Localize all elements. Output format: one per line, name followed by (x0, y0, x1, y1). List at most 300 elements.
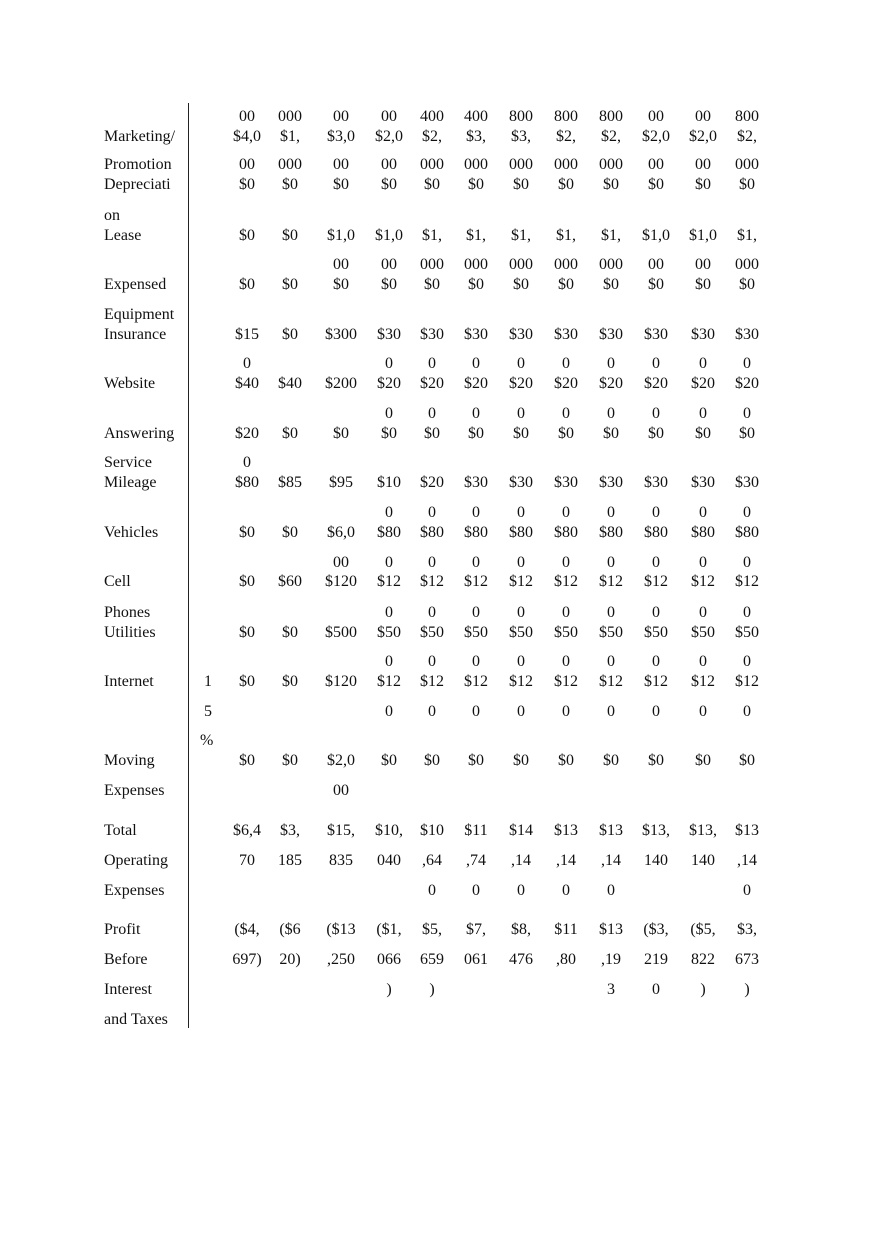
table-cell: $0 (513, 276, 529, 293)
table-cell: $30 (554, 326, 578, 343)
table-cell: 0 (428, 405, 436, 422)
table-cell: $2,0 (642, 128, 670, 145)
table-cell: $120 (325, 673, 357, 690)
table-cell: $80 (644, 524, 668, 541)
table-cell: 0 (472, 882, 480, 899)
row-label: Depreciati (104, 176, 171, 193)
table-cell: 0 (743, 604, 751, 621)
table-cell: 800 (554, 108, 578, 125)
table-cell: 00 (648, 256, 664, 273)
table-cell: $0 (695, 276, 711, 293)
table-cell: $8, (511, 921, 531, 938)
table-cell: ($3, (643, 921, 669, 938)
table-cell: $50 (554, 624, 578, 641)
table-cell: 0 (743, 504, 751, 521)
row-label: Phones (104, 604, 151, 621)
table-cell: 0 (472, 504, 480, 521)
table-cell: $2,0 (327, 752, 355, 769)
table-cell: $0 (333, 276, 349, 293)
table-cell: 0 (652, 355, 660, 372)
table-cell: $80 (420, 524, 444, 541)
table-cell: 0 (652, 653, 660, 670)
table-cell: 0 (743, 653, 751, 670)
table-cell: ,14 (556, 852, 576, 869)
table-cell: $20 (509, 375, 533, 392)
table-cell: 0 (699, 604, 707, 621)
table-cell: 0 (385, 355, 393, 372)
row-label: Promotion (104, 156, 172, 173)
table-cell: $0 (558, 752, 574, 769)
table-cell: $20 (420, 474, 444, 491)
table-cell: 800 (509, 108, 533, 125)
table-cell: 219 (644, 951, 668, 968)
table-cell: 0 (517, 504, 525, 521)
table-cell: $13 (599, 921, 623, 938)
row-label: Utilities (104, 624, 156, 641)
table-cell: $0 (239, 276, 255, 293)
row-label: Answering (104, 425, 175, 442)
table-cell: $12 (420, 573, 444, 590)
table-cell: $50 (509, 624, 533, 641)
table-cell: $12 (377, 673, 401, 690)
table-cell: 0 (652, 981, 660, 998)
table-cell: $0 (239, 673, 255, 690)
table-cell: 0 (428, 653, 436, 670)
table-cell: 0 (385, 554, 393, 571)
table-cell: 066 (377, 951, 401, 968)
table-cell: ,250 (327, 951, 355, 968)
table-cell: 00 (648, 156, 664, 173)
table-cell: $3, (511, 128, 531, 145)
table-cell: $50 (377, 624, 401, 641)
table-cell: $80 (691, 524, 715, 541)
table-cell: $0 (739, 425, 755, 442)
table-cell: ,64 (422, 852, 442, 869)
table-cell: 0 (562, 653, 570, 670)
table-cell: $0 (282, 752, 298, 769)
table-cell: $0 (648, 752, 664, 769)
table-cell: $80 (377, 524, 401, 541)
table-cell: $10 (377, 474, 401, 491)
table-cell: $0 (648, 276, 664, 293)
table-cell: 0 (385, 604, 393, 621)
table-cell: $30 (599, 474, 623, 491)
table-cell: $0 (282, 176, 298, 193)
table-cell: 140 (644, 852, 668, 869)
table-cell: $0 (603, 276, 619, 293)
table-cell: $12 (735, 573, 759, 590)
table-cell: ,14 (737, 852, 757, 869)
table-cell: $30 (599, 326, 623, 343)
table-cell: 659 (420, 951, 444, 968)
table-cell: $30 (464, 326, 488, 343)
table-cell: 0 (472, 554, 480, 571)
table-cell: ) (429, 981, 435, 998)
table-cell: $12 (464, 673, 488, 690)
table-cell: $30 (644, 474, 668, 491)
table-cell: 0 (385, 703, 393, 720)
table-cell: 673 (735, 951, 759, 968)
table-cell: $0 (381, 276, 397, 293)
table-cell: $12 (735, 673, 759, 690)
table-cell: $3, (737, 921, 757, 938)
table-cell: 000 (554, 256, 578, 273)
table-cell: 140 (691, 852, 715, 869)
table-cell: $0 (739, 176, 755, 193)
table-cell: 00 (333, 108, 349, 125)
row-label: Expensed (104, 276, 167, 293)
table-cell: 0 (607, 504, 615, 521)
table-cell: $15 (235, 326, 259, 343)
row-label: on (104, 207, 120, 224)
table-cell: $3, (280, 822, 300, 839)
table-cell: 0 (699, 653, 707, 670)
table-cell: $12 (554, 673, 578, 690)
table-cell: $120 (325, 573, 357, 590)
table-cell: $0 (603, 176, 619, 193)
table-cell: $80 (464, 524, 488, 541)
table-cell: 0 (743, 882, 751, 899)
table-cell: $2, (601, 128, 621, 145)
stray-char: % (200, 732, 214, 749)
table-cell: $0 (739, 752, 755, 769)
table-cell: 0 (243, 355, 251, 372)
table-cell: 0 (562, 504, 570, 521)
table-cell: 00 (333, 156, 349, 173)
table-cell: $0 (333, 425, 349, 442)
table-cell: 0 (428, 604, 436, 621)
table-cell: 3 (607, 981, 615, 998)
table-cell: 0 (699, 355, 707, 372)
table-cell: 00 (695, 256, 711, 273)
stray-char: 5 (204, 703, 212, 720)
table-cell: $0 (468, 752, 484, 769)
table-cell: $0 (558, 425, 574, 442)
table-cell: 000 (278, 156, 302, 173)
table-cell: $300 (325, 326, 357, 343)
table-cell: ,14 (601, 852, 621, 869)
table-cell: $0 (239, 624, 255, 641)
table-cell: 000 (599, 256, 623, 273)
table-cell: 0 (517, 604, 525, 621)
table-cell: $7, (466, 921, 486, 938)
table-cell: 000 (464, 256, 488, 273)
table-cell: $14 (509, 822, 533, 839)
table-cell: $2, (737, 128, 757, 145)
row-label: Expenses (104, 782, 165, 799)
table-cell: 00 (381, 156, 397, 173)
table-cell: 0 (517, 653, 525, 670)
table-cell: $0 (239, 227, 255, 244)
table-cell: 0 (607, 604, 615, 621)
table-cell: $2, (422, 128, 442, 145)
table-cell: $0 (695, 425, 711, 442)
table-cell: $12 (644, 573, 668, 590)
table-cell: $30 (464, 474, 488, 491)
table-cell: 185 (278, 852, 302, 869)
table-cell: $0 (424, 425, 440, 442)
table-cell: 0 (517, 405, 525, 422)
table-cell: $200 (325, 375, 357, 392)
table-cell: 400 (464, 108, 488, 125)
table-cell: 70 (239, 852, 255, 869)
table-cell: $20 (420, 375, 444, 392)
table-cell: $1, (466, 227, 486, 244)
table-cell: $0 (381, 425, 397, 442)
table-cell: $20 (235, 425, 259, 442)
table-cell: 000 (599, 156, 623, 173)
row-label: Equipment (104, 306, 175, 323)
table-cell: 835 (329, 852, 353, 869)
table-cell: $20 (554, 375, 578, 392)
table-cell: $0 (282, 425, 298, 442)
table-cell: $12 (464, 573, 488, 590)
row-label: Profit (104, 921, 141, 938)
table-cell: $30 (377, 326, 401, 343)
table-cell: $30 (644, 326, 668, 343)
table-cell: 476 (509, 951, 533, 968)
table-cell: 0 (743, 405, 751, 422)
table-cell: $2,0 (689, 128, 717, 145)
table-cell: $0 (424, 176, 440, 193)
table-cell: $1, (556, 227, 576, 244)
table-cell: $30 (509, 326, 533, 343)
table-cell: $11 (554, 921, 578, 938)
table-cell: 0 (562, 405, 570, 422)
table-cell: $6,4 (233, 822, 261, 839)
table-cell: $13, (642, 822, 670, 839)
table-cell: 0 (428, 703, 436, 720)
table-cell: $20 (464, 375, 488, 392)
table-cell: $1, (737, 227, 757, 244)
table-cell: $0 (468, 176, 484, 193)
table-cell: ($13 (326, 921, 356, 938)
table-cell: $0 (513, 176, 529, 193)
table-cell: $1, (280, 128, 300, 145)
table-cell: $20 (599, 375, 623, 392)
table-cell: 040 (377, 852, 401, 869)
table-cell: $20 (377, 375, 401, 392)
table-cell: $40 (278, 375, 302, 392)
table-cell: 0 (517, 355, 525, 372)
table-cell: 697) (232, 951, 262, 968)
table-cell: 0 (607, 405, 615, 422)
row-label: and Taxes (104, 1011, 168, 1028)
table-cell: $12 (420, 673, 444, 690)
table-cell: 00 (239, 156, 255, 173)
table-cell: $95 (329, 474, 353, 491)
table-cell: 0 (652, 405, 660, 422)
row-label: Internet (104, 673, 154, 690)
table-cell: 000 (420, 156, 444, 173)
table-cell: 000 (509, 256, 533, 273)
table-cell: $1,0 (375, 227, 403, 244)
table-cell: 0 (385, 405, 393, 422)
table-cell: $50 (599, 624, 623, 641)
table-cell: $0 (558, 176, 574, 193)
table-cell: $20 (644, 375, 668, 392)
table-cell: 0 (652, 703, 660, 720)
table-cell: $13 (735, 822, 759, 839)
table-cell: $80 (735, 524, 759, 541)
table-cell: $12 (554, 573, 578, 590)
table-cell: $2, (556, 128, 576, 145)
table-cell: 0 (472, 653, 480, 670)
table-cell: $6,0 (327, 524, 355, 541)
table-cell: $30 (691, 326, 715, 343)
table-cell: 061 (464, 951, 488, 968)
stray-char: 1 (204, 673, 212, 690)
table-cell: $0 (513, 752, 529, 769)
table-cell: $0 (239, 524, 255, 541)
table-cell: 0 (607, 653, 615, 670)
table-cell: 00 (648, 108, 664, 125)
table-cell: 0 (699, 405, 707, 422)
table-cell: $13 (599, 822, 623, 839)
table-cell: $20 (691, 375, 715, 392)
table-cell: $0 (648, 176, 664, 193)
table-cell: $0 (381, 176, 397, 193)
table-cell: 000 (278, 108, 302, 125)
table-cell: $50 (735, 624, 759, 641)
table-cell: $3,0 (327, 128, 355, 145)
table-cell: $0 (603, 425, 619, 442)
row-label: Expenses (104, 882, 165, 899)
table-cell: $0 (282, 624, 298, 641)
table-cell: 0 (385, 504, 393, 521)
table-cell: $12 (599, 673, 623, 690)
table-cell: 0 (517, 554, 525, 571)
table-cell: 0 (743, 554, 751, 571)
table-cell: 0 (652, 554, 660, 571)
table-cell: 400 (420, 108, 444, 125)
table-cell: ,80 (556, 951, 576, 968)
table-cell: $1, (601, 227, 621, 244)
table-cell: $0 (739, 276, 755, 293)
table-cell: $12 (599, 573, 623, 590)
table-cell: 800 (735, 108, 759, 125)
table-cell: 0 (517, 703, 525, 720)
table-cell: $50 (644, 624, 668, 641)
table-cell: $0 (282, 276, 298, 293)
table-cell: $60 (278, 573, 302, 590)
table-cell: $0 (468, 276, 484, 293)
table-cell: 00 (333, 782, 349, 799)
row-label: Service (104, 454, 152, 471)
table-cell: 000 (464, 156, 488, 173)
table-cell: $40 (235, 375, 259, 392)
table-cell: $30 (735, 474, 759, 491)
table-cell: 0 (385, 653, 393, 670)
row-label: Cell (104, 573, 131, 590)
table-cell: 0 (472, 405, 480, 422)
table-cell: 0 (607, 703, 615, 720)
table-cell: ($1, (376, 921, 402, 938)
row-label: Moving (104, 752, 155, 769)
table-cell: $3, (466, 128, 486, 145)
table-cell: $30 (554, 474, 578, 491)
table-cell: $1, (511, 227, 531, 244)
table-cell: $4,0 (233, 128, 261, 145)
table-cell: 000 (735, 156, 759, 173)
table-cell: 0 (562, 882, 570, 899)
table-cell: 0 (562, 703, 570, 720)
table-cell: 00 (695, 108, 711, 125)
table-cell: $0 (239, 752, 255, 769)
table-cell: $1,0 (689, 227, 717, 244)
table-cell: 0 (743, 703, 751, 720)
table-cell: $500 (325, 624, 357, 641)
table-cell: 000 (554, 156, 578, 173)
table-cell: 0 (699, 554, 707, 571)
table-cell: $0 (513, 425, 529, 442)
table-cell: $12 (377, 573, 401, 590)
table-cell: $1, (422, 227, 442, 244)
row-label: Interest (104, 981, 152, 998)
table-cell: $12 (691, 673, 715, 690)
table-cell: $13 (554, 822, 578, 839)
table-cell: 00 (695, 156, 711, 173)
table-cell: ) (744, 981, 750, 998)
table-divider-line (188, 103, 189, 1028)
table-cell: $10 (420, 822, 444, 839)
table-cell: 0 (472, 703, 480, 720)
table-cell: 822 (691, 951, 715, 968)
table-cell: $30 (735, 326, 759, 343)
table-cell: $0 (558, 276, 574, 293)
row-label: Total (104, 822, 137, 839)
table-cell: $0 (695, 752, 711, 769)
row-label: Before (104, 951, 148, 968)
table-cell: 00 (381, 256, 397, 273)
table-cell: $0 (468, 425, 484, 442)
table-cell: ($5, (690, 921, 716, 938)
row-label: Mileage (104, 474, 157, 491)
table-cell: $12 (509, 573, 533, 590)
table-cell: $0 (282, 326, 298, 343)
table-cell: $80 (554, 524, 578, 541)
table-cell: 0 (517, 882, 525, 899)
row-label: Website (104, 375, 156, 392)
table-cell: ($6 (279, 921, 301, 938)
table-cell: $10, (375, 822, 403, 839)
table-cell: $11 (464, 822, 488, 839)
table-cell: 0 (607, 554, 615, 571)
row-label: Vehicles (104, 524, 159, 541)
table-cell: $2,0 (375, 128, 403, 145)
table-cell: $30 (691, 474, 715, 491)
table-cell: 0 (428, 554, 436, 571)
table-cell: 0 (562, 554, 570, 571)
table-cell: $0 (603, 752, 619, 769)
table-cell: 0 (699, 703, 707, 720)
row-label: Lease (104, 227, 142, 244)
table-cell: 0 (699, 504, 707, 521)
table-cell: $0 (282, 227, 298, 244)
table-cell: 0 (743, 355, 751, 372)
table-cell: 800 (599, 108, 623, 125)
table-cell: ($4, (234, 921, 260, 938)
table-cell: 0 (652, 604, 660, 621)
table-cell: 20) (279, 951, 301, 968)
table-cell: $0 (424, 276, 440, 293)
table-cell: 0 (243, 454, 251, 471)
table-cell: $12 (509, 673, 533, 690)
table-cell: $0 (333, 176, 349, 193)
table-cell: $0 (282, 673, 298, 690)
table-cell: 0 (428, 355, 436, 372)
table-cell: $50 (464, 624, 488, 641)
